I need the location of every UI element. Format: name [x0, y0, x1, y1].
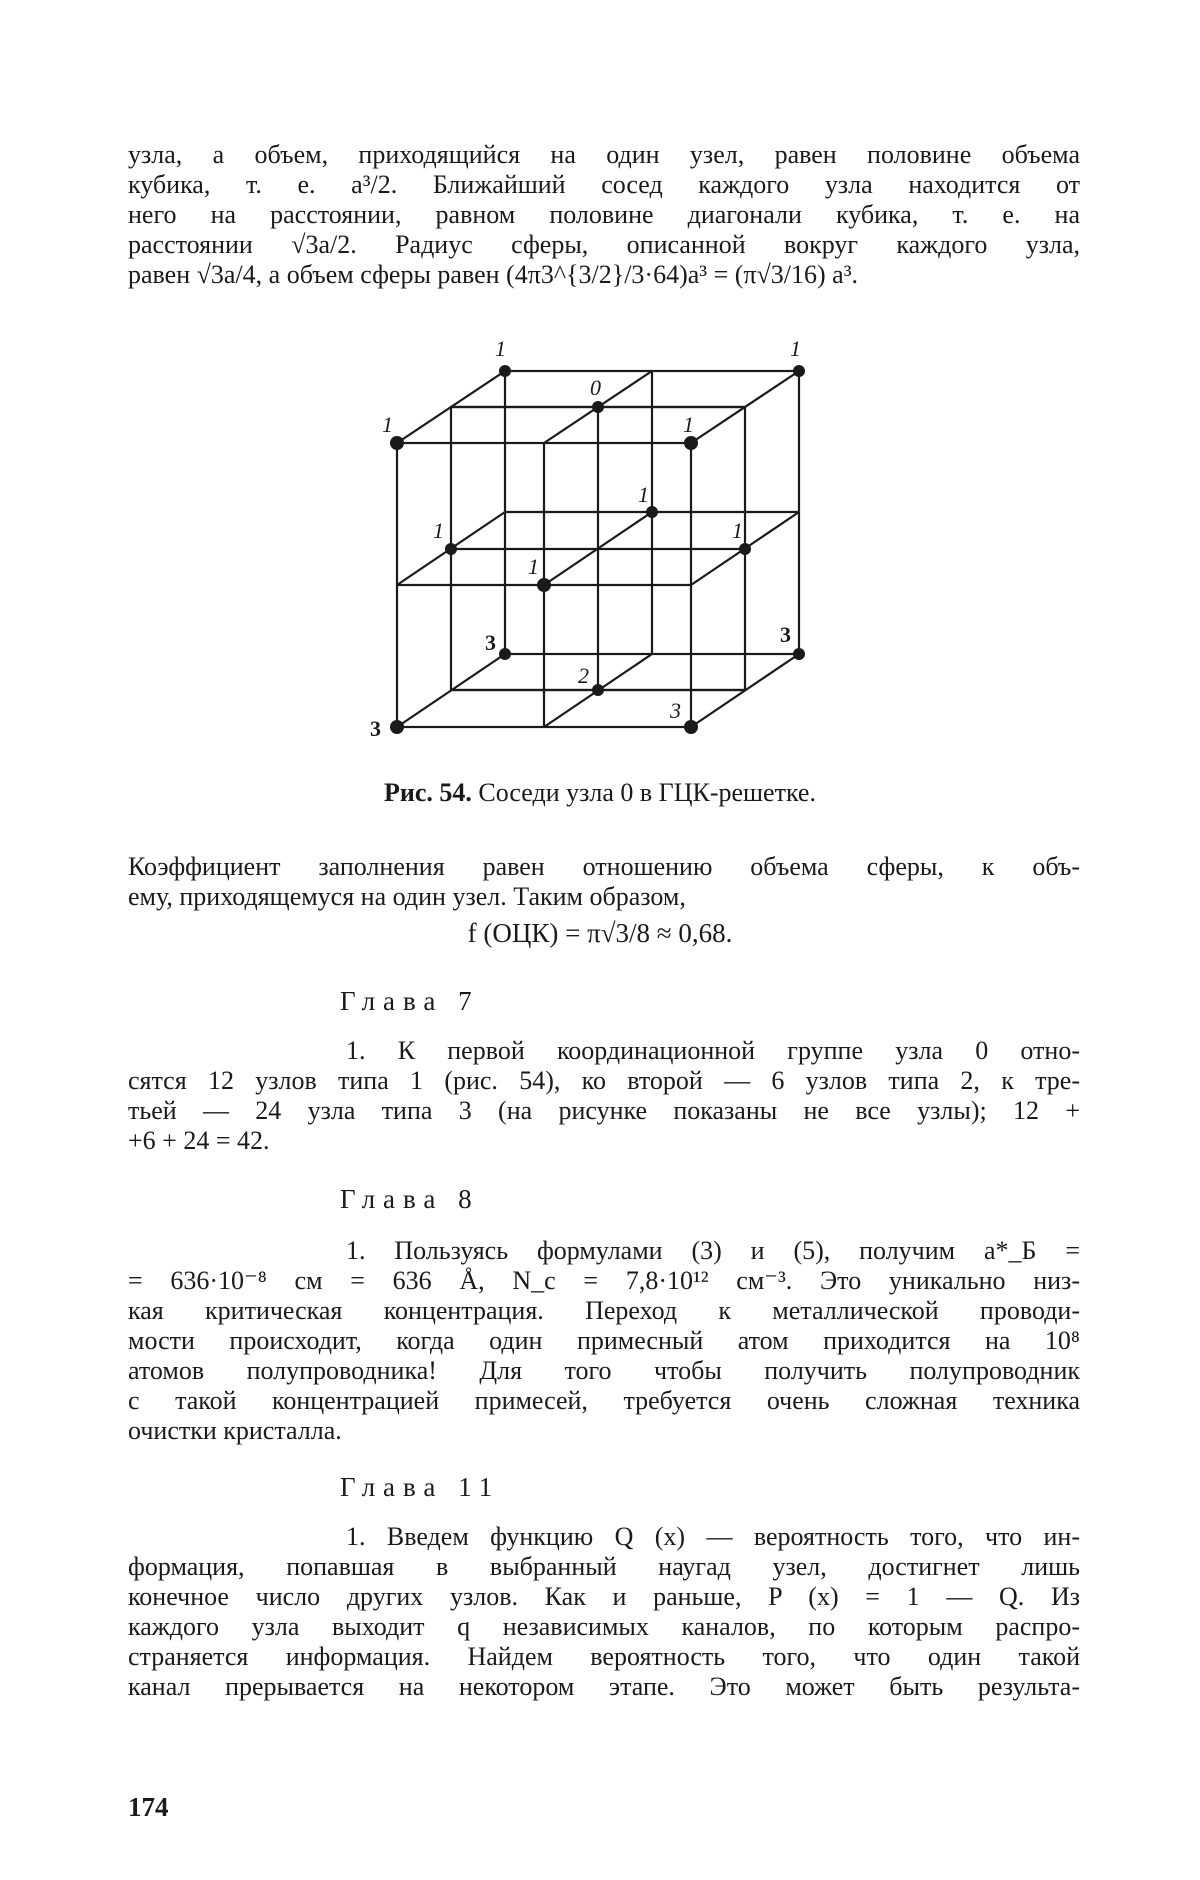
text-line: 1. Пользуясь формулами (3) и (5), получим a*_Б = [346, 1236, 1080, 1265]
node [390, 436, 404, 450]
label-node: 1 [495, 336, 506, 361]
text-line: него на расстоянии, равном половине диагонали кубика, т. е. на [128, 200, 1080, 229]
text-line: кубика, т. е. a³/2. Ближайший сосед каждого узла находится от [128, 170, 1080, 199]
text-line: канал прерывается на некотором этапе. Это может быть результа- [128, 1672, 1080, 1701]
node [793, 648, 805, 660]
node [499, 648, 511, 660]
text-line: конечное число других узлов. Как и раньше, P (x) = 1 — Q. Из [128, 1582, 1080, 1611]
label-node: 3 [780, 622, 791, 647]
text-line: Коэффициент заполнения равен отношению объема сферы, к объ- [128, 852, 1080, 881]
node [390, 720, 404, 734]
text-line: узла, а объем, приходящийся на один узел, равен половине объема [128, 140, 1080, 169]
node [592, 401, 604, 413]
label-node: 1 [528, 554, 539, 579]
chapter-heading: Глава 11 [340, 1472, 501, 1502]
label-node: 1 [732, 518, 743, 543]
text-line: мости происходит, когда один примесный атом приходится на 10⁸ [128, 1326, 1080, 1355]
text-line: расстоянии √3a/2. Радиус сферы, описанной вокруг каждого узла, [128, 230, 1080, 259]
node [445, 543, 457, 555]
fcc-lattice-figure [0, 0, 1200, 760]
chapter-heading: Глава 7 [340, 986, 480, 1016]
node [684, 720, 698, 734]
page-number: 174 [128, 1792, 169, 1822]
text-line: равен √3a/4, а объем сферы равен (4π3^{3/2}/3·64)a³ = (π√3/16) a³. [128, 260, 859, 289]
text-line: +6 + 24 = 42. [128, 1126, 270, 1155]
figure-labels [370, 336, 801, 741]
node [646, 506, 658, 518]
text-line: 1. Введем функцию Q (x) — вероятность того, что ин- [346, 1522, 1080, 1551]
label-node-zero: 0 [590, 375, 601, 400]
text-line: = 636·10⁻⁸ см = 636 Å, N_c = 7,8·10¹² см⁻³. Это уникально низ- [128, 1266, 1080, 1295]
text-line: формация, попавшая в выбранный наугад узел, достигнет лишь [128, 1552, 1080, 1581]
chapter8-paragraph [128, 1236, 1080, 1446]
text-line: ему, приходящемуся на один узел. Таким образом, [128, 882, 686, 911]
label-node: 2 [578, 663, 589, 688]
label-node: 1 [382, 412, 393, 437]
label-node: 3 [485, 630, 496, 655]
fill-formula: f (ОЦК) = π√3/8 ≈ 0,68. [467, 918, 733, 948]
caption-prefix: Рис. 54. [384, 778, 472, 807]
text-line: атомов полупроводника! Для того чтобы получить полупроводник [128, 1356, 1080, 1385]
text-line: сятся 12 узлов типа 1 (рис. 54), ко второй — 6 узлов типа 2, к тре- [128, 1066, 1080, 1095]
label-node: 1 [638, 482, 649, 507]
node [793, 365, 805, 377]
fill-paragraph [128, 852, 1080, 912]
text-line: с такой концентрацией примесей, требуется очень сложная техника [128, 1386, 1080, 1415]
chapter-heading: Глава 8 [340, 1184, 480, 1214]
label-node: 1 [433, 518, 444, 543]
label-node: 1 [790, 336, 801, 361]
text-line: 1. К первой координационной группе узла 0 отно- [346, 1036, 1080, 1065]
chapter11-paragraph [128, 1522, 1080, 1702]
node [739, 543, 751, 555]
label-node: 3 [670, 698, 681, 723]
figure-caption [0, 778, 1200, 808]
node [499, 365, 511, 377]
lattice-lines [397, 371, 799, 727]
label-node: 1 [683, 412, 694, 437]
node [684, 436, 698, 450]
chapter7-paragraph [128, 1036, 1080, 1156]
text-line: кая критическая концентрация. Переход к металлической проводи- [128, 1296, 1080, 1325]
label-node: 3 [370, 716, 381, 741]
text-line: каждого узла выходит q независимых каналов, по которым распро- [128, 1612, 1080, 1641]
text-line: страняется информация. Найдем вероятность того, что один такой [128, 1642, 1080, 1671]
text-line: очистки кристалла. [128, 1416, 342, 1445]
text-line: тьей — 24 узла типа 3 (на рисунке показаны не все узлы); 12 + [128, 1096, 1080, 1125]
node [537, 578, 551, 592]
node [592, 684, 604, 696]
caption-text: Соседи узла 0 в ГЦК-решетке. [478, 778, 816, 807]
